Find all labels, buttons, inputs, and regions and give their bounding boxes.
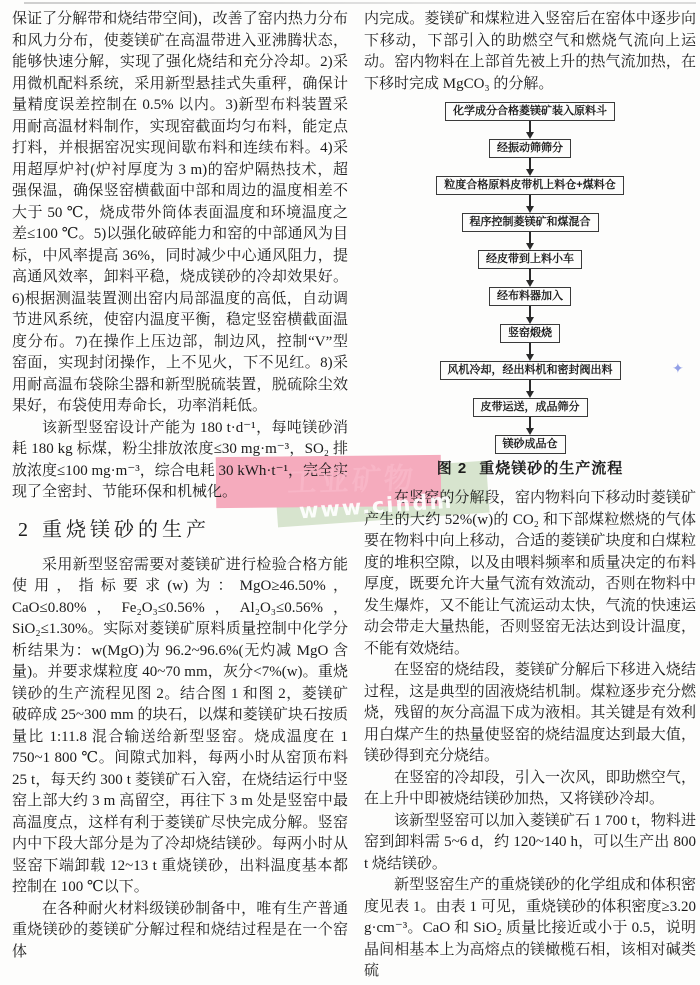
down-arrow-icon — [526, 417, 534, 435]
section-2-heading — [18, 517, 348, 543]
down-arrow-icon — [526, 158, 534, 176]
figure2-caption — [364, 460, 696, 478]
flowchart-step-9: 皮带运送，成品筛分 — [473, 398, 588, 417]
paragraph-kiln-features: 保证了分解带和烧结带空间)，改善了窑内热力分布和风力分布，使菱镁矿在高温带进入亚沸腾状态，能够快速分解，实现了强化烧结和充分冷却。2)采用微机配料系统，采用新型悬挂式失重秤，确保计量精度误差控制在 0.5% 以内。3)新型布料装置采用耐高温材料制作，实现窑截面均匀布料，能定点打料，并根据窑况实现间歇布料和连续布料。4)采用超厚炉衬(炉衬厚度为 3 m)的窑炉隔热技术，超强保温，确保竖窑横截面中部和周边的温度相差不大于 50 ℃，烧成带外筒体表面温度和环境温度之差≤100 ℃。5)以强化破碎能力和窑的中部通风为目标，中风率提高 36%，同时减少中心通风阻力，提高通风效率，卸料平稳，烧成镁砂的冷却效果好。6)根据测温装置测出窑内局部温度的高低，自动调节进风系统，使窑内温度平衡，稳定竖窑横截面温度分布。7)在操作上压边部，制边风，控制“V”型窑面，实现封闭操作，上不见火，下不见红。8)采用耐高温布袋除尘器和新型脱硫装置，脱硫除尘效果好，布袋使用寿命长，功率消耗低。 — [12, 11, 348, 414]
figure2-caption-title: 重烧镁砂的生产流程 — [479, 460, 624, 477]
flowchart-step-6: 经布料器加入 — [489, 287, 571, 306]
paragraph-sintering: 在竖窑的烧结段，菱镁矿分解后下移进入烧结过程，这是典型的固液烧结机制。煤粒逐步充分燃烧，残留的灰分高温下成为液相。其关键是有效利用白煤产生的热量使竖窑的烧结温度达到最大值，镁砂得到充分烧结。 — [364, 662, 696, 764]
down-arrow-icon — [526, 121, 534, 139]
flowchart-step-4: 程序控制菱镁矿和煤混合 — [462, 213, 599, 232]
paragraph-decomposition: 在竖窑的分解段，窑内物料向下移动时菱镁矿产生的大约 52%(w)的 CO₂ 和下部煤粒燃烧的气体要在物料中向上移动，合适的菱镁矿块度和白煤粒度的堆积空隙，以及由喂料频率和质量决定的布料厚度，既要允许大量气流有效流动，否则在物料中发生爆炸，又不能让气流运动太快，气流的快速运动会带走大量热能，否则竖窑无法达到设计温度，不能有效烧结。 — [364, 490, 696, 657]
section-title: 重烧镁砂的生产 — [42, 518, 210, 541]
section-number: 2 — [18, 518, 28, 541]
flowchart-step-7: 竖窑煅烧 — [500, 324, 560, 343]
paragraph-production: 采用新型竖窑需要对菱镁矿进行检验合格方能使用，指标要求(w)为：MgO≥46.50%，CaO≤0.80%，Fe₂O₃≤0.56%，Al₂O₃≤0.56%，SiO₂≤1.30%。实际对菱镁矿原料质量控制中化学分析结果为：w(MgO)为 96.2~96.6%(无灼减 MgO 含量)。并要求煤粒度 40~70 mm，灰分<7%(w)。重烧镁砂的生产流程见图 2。结合图 1 和图 2，菱镁矿破碎成 25~300 mm 的块石，以煤和菱镁矿块石按质量比 1:11.8 混合输送给新型竖窑。烧成温度在 1 750~1 800 ℃。间隙式加料，每两小时从窑顶布料 25 t，每天约 300 t 菱镁矿石入窑，在烧结运行中竖窑上部大约 3 m 高留空，再往下 3 m 处是竖窑中最高温度点，这样有利于菱镁矿尽快完成分解。竖窑内中下段大部分是为了冷却烧结镁砂。每两小时从竖窑下端卸载 12~13 t 重烧镁砂，出料温度基本都控制在 100 ℃以下。 — [12, 556, 348, 895]
down-arrow-icon — [526, 380, 534, 398]
watermark-chinese-text: 工业矿物 — [286, 460, 418, 500]
paragraph-refractory: 在各种耐火材料级镁砂制备中，唯有生产普通重烧镁砂的菱镁矿分解过程和烧结过程是在一个窑体 — [12, 900, 348, 960]
flowchart-step-10: 镁砂成品仓 — [495, 435, 566, 454]
paragraph-composition: 新型竖窑生产的重烧镁砂的化学组成和体积密度见表 1。由表 1 可见，重烧镁砂的体积密度≥3.20 g·cm⁻³。CaO 和 SiO₂ 质量比接近或小于 0.5，说明晶间相基本上为高熔点的镁橄榄石相，该相对碱类硫 — [364, 877, 696, 979]
flowchart-step-8: 风机冷却，经出料机和密封阀出料 — [440, 361, 621, 380]
flowchart-step-2: 经振动筛筛分 — [489, 139, 571, 158]
down-arrow-icon — [526, 232, 534, 250]
down-arrow-icon — [526, 269, 534, 287]
down-arrow-icon — [526, 343, 534, 361]
sparkle-mark-icon: ✦ — [672, 361, 684, 377]
watermark-url-text: www.cindm — [298, 488, 455, 524]
down-arrow-icon — [526, 195, 534, 213]
flowchart-step-3: 粒度合格原料皮带机上料仓+煤料仓 — [436, 176, 623, 195]
paragraph-cooling: 在竖窑的冷却段，引入一次风，即助燃空气，在上升中即被烧结镁砂加热，又将镁砂冷却。 — [364, 769, 696, 807]
flowchart-step-5: 经皮带到上料小车 — [478, 250, 582, 269]
paragraph-throughput: 该新型竖窑可以加入菱镁矿石 1 700 t，物料进窑到卸料需 5~6 d，约 120~140 h，可以生产出 800 t 烧结镁砂。 — [364, 812, 696, 872]
flowchart-step-1: 化学成分合格菱镁矿装入原料斗 — [445, 102, 615, 121]
paragraph-capacity-env: 该新型竖窑设计产能为 180 t·d⁻¹，每吨镁砂消耗 180 kg 标煤，粉尘排放浓度≤30 mg·m⁻³，SO₂ 排放浓度≤100 mg·m⁻³，综合电耗 30 kWh·t⁻¹，完全实现了全密封、节能环保和机械化。 — [12, 419, 348, 500]
scan-edge-line — [24, 2, 696, 4]
paragraph-kiln-movement: 内完成。菱镁矿和煤粒进入竖窑后在窑体中逐步向下移动，下部引入的助燃空气和燃烧气流向上运动。窑内物料在上部首先被上升的热气流加热，在下移时完成 MgCO₃ 的分解。 — [364, 11, 696, 92]
left-column — [12, 9, 348, 963]
down-arrow-icon — [526, 306, 534, 324]
figure2-flowchart — [364, 102, 696, 454]
figure2-caption-label: 图 2 — [436, 460, 468, 477]
right-column — [364, 9, 696, 983]
